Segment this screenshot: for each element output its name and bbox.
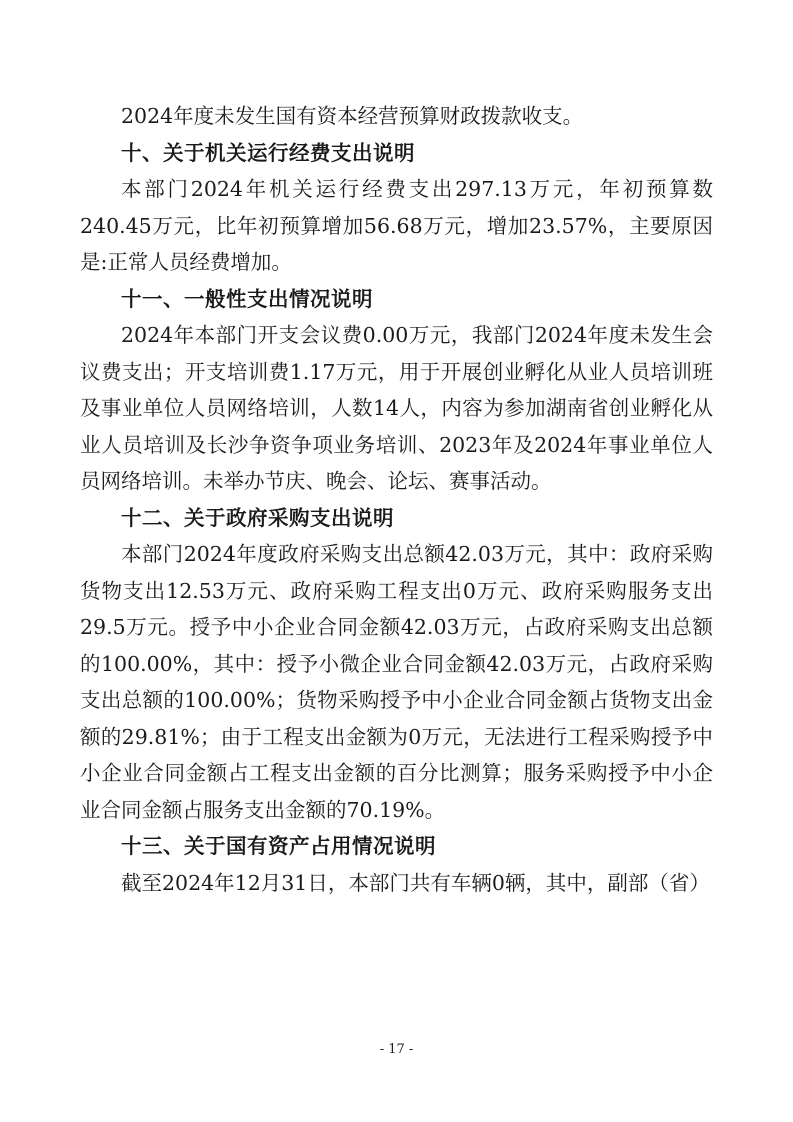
document-body (80, 98, 713, 901)
paragraph-government-procurement: 本部门2024年度政府采购支出总额42.03万元，其中：政府采购货物支出12.53万元、政府采购工程支出0万元、政府采购服务支出29.5万元。授予中小企业合同金额42.03万元，占政府采购支出总额的100.00%，其中：授予小微企业合同金额42.03万元，占政府采购支出总额的100.00%；货物采购授予中小企业合同金额占货物支出金额的29.81%；由于工程支出金额为0万元，无法进行工程采购授予中小企业合同金额占工程支出金额的百分比测算；服务采购授予中小企业合同金额占服务支出金额的70.19%。 (80, 542, 713, 822)
heading-section-12: 十二、关于政府采购支出说明 (121, 505, 394, 530)
paragraph-general-expenditure: 2024年本部门开支会议费0.00万元，我部门2024年度未发生会议费支出；开支培训费1.17万元，用于开展创业孵化从业人员培训班及事业单位人员网络培训，人数14人，内容为参加湖南省创业孵化从业人员培训及长沙争资争项业务培训、2023年及2024年事业单位人员网络培训。未举办节庆、晚会、论坛、赛事活动。 (80, 323, 713, 493)
page-number: - 17 - (379, 1042, 414, 1057)
paragraph-state-assets: 截至2024年12月31日，本部门共有车辆0辆，其中，副部（省） (121, 870, 710, 895)
heading-section-11: 十一、一般性支出情况说明 (121, 286, 373, 311)
heading-section-13: 十三、关于国有资产占用情况说明 (121, 834, 436, 858)
paragraph-state-capital-budget: 2024年度未发生国有资本经营预算财政拨款收支。 (121, 104, 584, 128)
paragraph-operating-expenses: 本部门2024年机关运行经费支出297.13万元，年初预算数240.45万元，比年初预算增加56.68万元，增加23.57%，主要原因是:正常人员经费增加。 (80, 177, 713, 274)
heading-section-10: 十、关于机关运行经费支出说明 (121, 140, 415, 165)
